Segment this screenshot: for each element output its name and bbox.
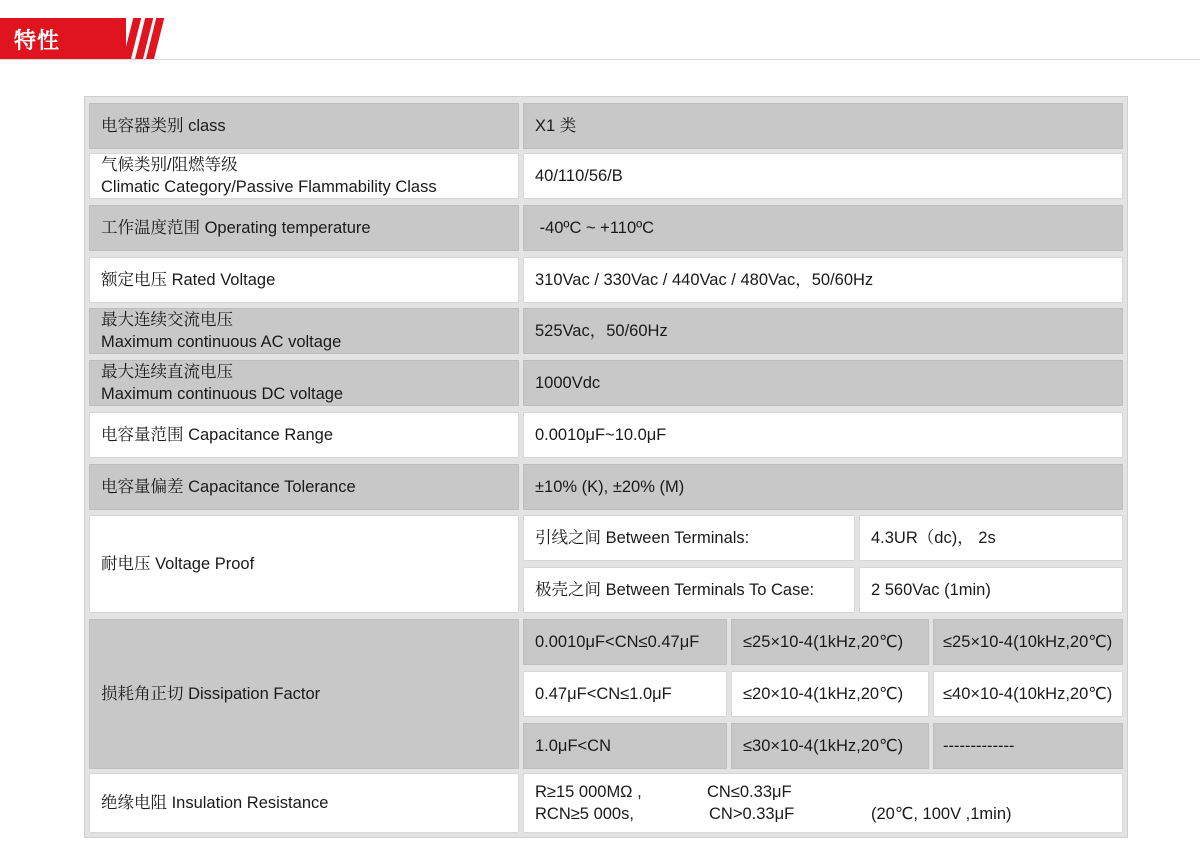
- row-value-climatic: 40/110/56/B: [523, 153, 1123, 199]
- label-en: Maximum continuous DC voltage: [101, 385, 344, 403]
- dissipation-10khz: ≤25×10-4(10kHz,20℃): [933, 619, 1123, 665]
- row-value-temperature: -40ºC ~ +110ºC: [523, 205, 1123, 251]
- dissipation-range: 0.0010μF<CN≤0.47μF: [523, 619, 727, 665]
- row-value-tolerance: ±10% (K), ±20% (M): [523, 464, 1123, 510]
- insulation-resistance: R≥15 000MΩ ,: [535, 783, 642, 801]
- row-label-max-dc: [89, 360, 519, 406]
- row-value-insulation: [523, 773, 1123, 833]
- dissipation-1khz: ≤20×10-4(1kHz,20℃): [731, 671, 929, 717]
- insulation-test-condition: (20℃, 100V ,1min): [871, 805, 1012, 823]
- row-value-class: X1 类: [523, 103, 1123, 149]
- dissipation-range: 1.0μF<CN: [523, 723, 727, 769]
- insulation-line: [535, 803, 1012, 825]
- insulation-condition: CN≤0.33μF: [707, 783, 792, 801]
- row-value-max-ac: 525Vac，50/60Hz: [523, 308, 1123, 354]
- voltage-proof-condition: 极壳之间 Between Terminals To Case:: [523, 567, 855, 613]
- label-cn: 最大连续直流电压: [101, 363, 233, 381]
- insulation-condition: CN>0.33μF: [709, 805, 795, 823]
- dissipation-10khz: ≤40×10-4(10kHz,20℃): [933, 671, 1123, 717]
- voltage-proof-condition: 引线之间 Between Terminals:: [523, 515, 855, 561]
- row-value-rated-voltage: 310Vac / 330Vac / 440Vac / 480Vac，50/60Hz: [523, 257, 1123, 303]
- label-en: Climatic Category/Passive Flammability Class: [101, 178, 437, 196]
- voltage-proof-value: 2 560Vac (1min): [859, 567, 1123, 613]
- row-label-climatic: [89, 153, 519, 199]
- row-label-rated-voltage: 额定电压 Rated Voltage: [89, 257, 519, 303]
- dissipation-10khz: -------------: [933, 723, 1123, 769]
- dissipation-1khz: ≤25×10-4(1kHz,20℃): [731, 619, 929, 665]
- row-label-temperature: 工作温度范围 Operating temperature: [89, 205, 519, 251]
- insulation-time-constant: RCN≥5 000s,: [535, 805, 634, 823]
- dissipation-range: 0.47μF<CN≤1.0μF: [523, 671, 727, 717]
- label-en: Maximum continuous AC voltage: [101, 333, 342, 351]
- row-label-class: 电容器类别 class: [89, 103, 519, 149]
- row-label-voltage-proof: 耐电压 Voltage Proof: [89, 515, 519, 613]
- row-label-dissipation: 损耗角正切 Dissipation Factor: [89, 619, 519, 769]
- row-label-capacitance-range: 电容量范围 Capacitance Range: [89, 412, 519, 458]
- row-label-tolerance: 电容量偏差 Capacitance Tolerance: [89, 464, 519, 510]
- row-label-max-ac: [89, 308, 519, 354]
- insulation-line: [535, 781, 792, 803]
- dissipation-1khz: ≤30×10-4(1kHz,20℃): [731, 723, 929, 769]
- voltage-proof-value: 4.3UR（dc)， 2s: [859, 515, 1123, 561]
- spec-table: [84, 96, 1128, 838]
- page-title: 特性: [14, 29, 61, 54]
- row-label-insulation: 绝缘电阻 Insulation Resistance: [89, 773, 519, 833]
- row-value-capacitance-range: 0.0010μF~10.0μF: [523, 412, 1123, 458]
- header-divider: [0, 59, 1200, 60]
- label-cn: 最大连续交流电压: [101, 311, 233, 329]
- row-value-max-dc: 1000Vdc: [523, 360, 1123, 406]
- label-cn: 气候类别/阻燃等级: [101, 156, 238, 174]
